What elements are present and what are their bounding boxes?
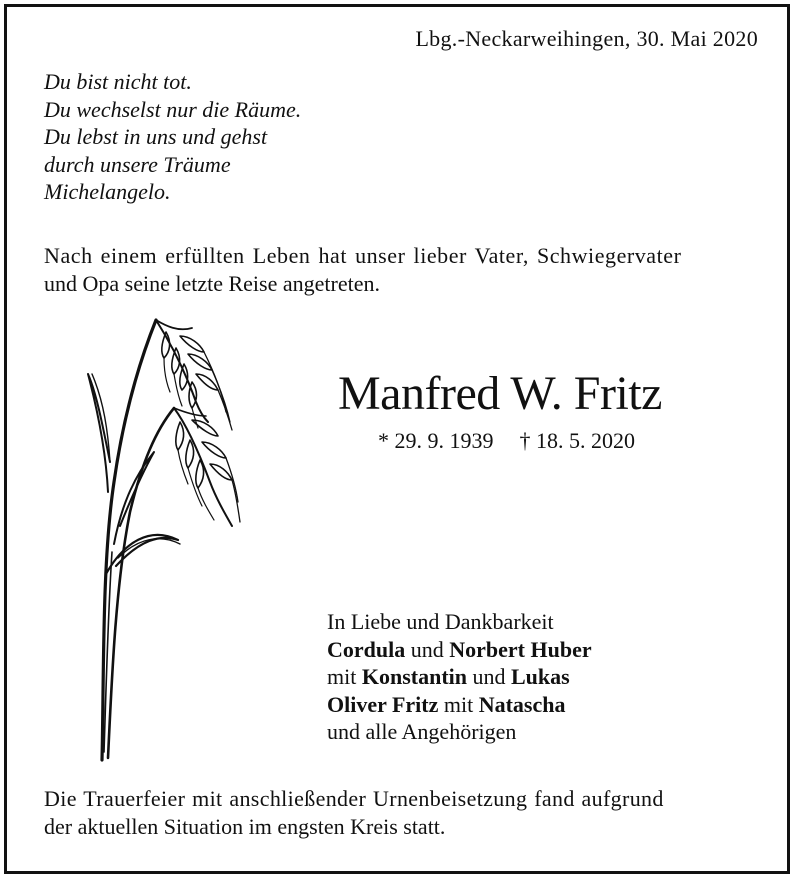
intro-text [44, 242, 760, 297]
deceased-name: Manfred W. Fritz [338, 367, 662, 420]
mourners-dedication: In Liebe und Dankbarkeit [327, 609, 554, 634]
mourners-connector: mit [438, 691, 479, 717]
mourner-name: Konstantin [361, 664, 467, 689]
mourner-name: Norbert Huber [449, 636, 592, 662]
poem-line: Du lebst in uns und gehst [44, 124, 268, 149]
wheat-grain [196, 460, 204, 488]
mourners-line [327, 636, 592, 664]
poem-line: Du bist nicht tot. [44, 69, 192, 94]
mourners-closing: und alle Angehörigen [327, 719, 517, 744]
wheat-awn [164, 358, 170, 392]
wheat-grain [176, 422, 184, 450]
poem-line: durch unsere Träume [44, 151, 231, 177]
poem-author: Michelangelo. [44, 179, 171, 204]
mourner-name: Cordula [327, 636, 406, 662]
funeral-info [44, 785, 664, 840]
poem [44, 68, 301, 206]
wheat-awn [188, 468, 202, 506]
mourners-connector: und [405, 636, 450, 662]
place-date: Lbg.-Neckarweihingen, 30. Mai 2020 [415, 26, 758, 51]
mourner-name: Lukas [511, 664, 570, 689]
wheat-leaf [106, 535, 178, 574]
poem-line: Du wechselst nur die Räume. [44, 96, 302, 122]
intro-line: Nach einem erfüllten Leben hat unser lieber Vater, Schwiegervater [44, 243, 682, 268]
mourner-name: Natascha [478, 691, 566, 717]
funeral-info-line: Die Trauerfeier mit anschließender Urnenbeisetzung fand aufgrund [44, 786, 664, 811]
wheat-stalk-icon [80, 312, 250, 764]
wheat-grain [186, 440, 194, 468]
mourners-connector: mit [327, 664, 362, 689]
mourners-line [327, 663, 592, 691]
mourner-name: Oliver Fritz [327, 691, 439, 717]
wheat-grain [180, 336, 204, 352]
life-dates [378, 428, 635, 454]
mourners-line [327, 691, 592, 719]
funeral-info-line: der aktuellen Situation im engsten Kreis statt. [44, 813, 446, 839]
wheat-awn [174, 374, 182, 406]
wheat-awn [232, 480, 240, 522]
birth-date: * 29. 9. 1939 [378, 428, 494, 453]
mourners-block [327, 608, 592, 746]
wheat-grain [202, 442, 226, 458]
death-date: † 18. 5. 2020 [519, 428, 635, 453]
intro-line: und Opa seine letzte Reise angetreten. [44, 270, 380, 296]
mourners-connector: und [467, 664, 511, 689]
